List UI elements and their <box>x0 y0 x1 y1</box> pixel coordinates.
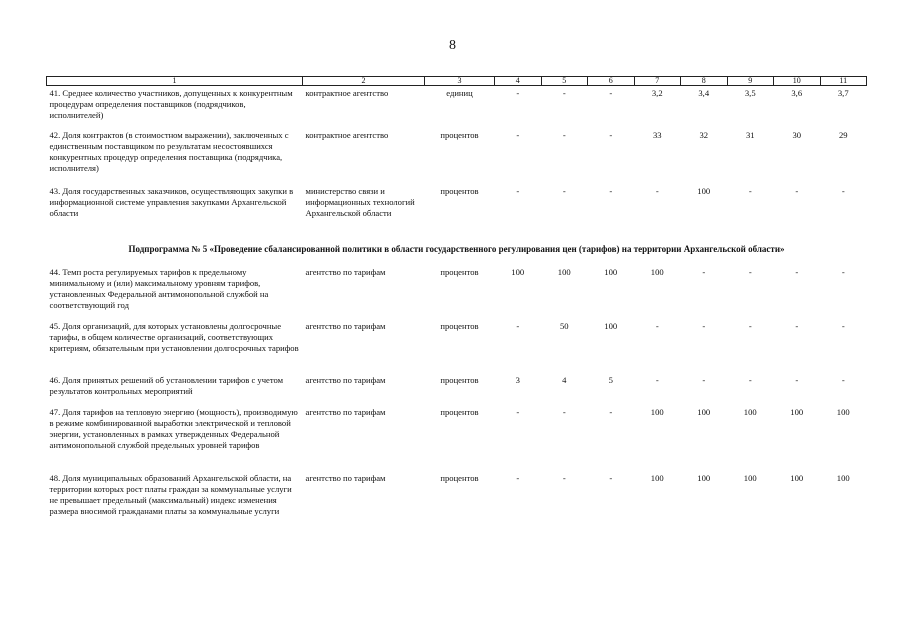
indicator-value: 3,5 <box>744 88 756 98</box>
indicator-name: 47. Доля тарифов на тепловую энергию (мощность), производимую в режиме комбинированной выработки электрической и тепловой энергии, установленных в рамках утвержденных Федеральной антимонопольной службой предельных уровней тарифов <box>49 407 298 450</box>
indicator-value: - <box>516 321 520 331</box>
indicators-table <box>46 76 867 537</box>
indicator-value: - <box>748 321 752 331</box>
indicator-name: 41. Среднее количество участников, допущенных к конкурентным процедурам определения поставщиков (подрядчиков, исполнителей) <box>49 88 293 120</box>
column-number: 8 <box>681 77 728 86</box>
indicator-value: - <box>609 473 613 483</box>
indicator-name: 43. Доля государственных заказчиков, осуществляющих закупки в информационной системе управления закупками Архангельской области <box>49 186 294 218</box>
indicator-value: - <box>516 473 520 483</box>
indicator-executor: агентство по тарифам <box>305 473 386 483</box>
indicator-value: 100 <box>697 473 711 483</box>
table-row <box>47 405 867 471</box>
column-number: 6 <box>588 77 635 86</box>
indicator-unit: процентов <box>440 321 479 331</box>
indicator-value: 5 <box>608 375 613 385</box>
indicator-value: - <box>748 375 752 385</box>
indicator-value: - <box>795 267 799 277</box>
indicator-value: 50 <box>559 321 569 331</box>
column-number: 2 <box>303 77 425 86</box>
indicator-value: 3,7 <box>837 88 849 98</box>
page-number: 8 <box>449 38 456 53</box>
indicator-executor: контрактное агентство <box>305 88 389 98</box>
indicator-value: - <box>795 375 799 385</box>
indicator-value: - <box>702 375 706 385</box>
indicator-value: 100 <box>650 407 664 417</box>
indicator-value: 4 <box>562 375 567 385</box>
indicator-value: - <box>655 375 659 385</box>
subprogram-row <box>47 238 867 265</box>
indicator-unit: процентов <box>440 267 479 277</box>
indicator-value: 100 <box>557 267 571 277</box>
indicator-unit: процентов <box>440 375 479 385</box>
table-row <box>47 86 867 127</box>
indicator-value: 100 <box>790 407 804 417</box>
indicator-value: 100 <box>604 267 618 277</box>
indicator-value: - <box>562 186 566 196</box>
column-number: 5 <box>541 77 588 86</box>
indicator-value: 100 <box>650 267 664 277</box>
indicator-value: 29 <box>838 130 848 140</box>
indicator-value: - <box>841 267 845 277</box>
indicator-value: - <box>609 407 613 417</box>
indicator-value: - <box>562 473 566 483</box>
indicator-name: 45. Доля организаций, для которых установлены долгосрочные тарифы, в общем количестве организаций, соответствующих критериям, обязательным при установлении долгосрочных тарифов <box>49 321 299 353</box>
indicator-value: - <box>841 186 845 196</box>
indicator-value: - <box>841 321 845 331</box>
indicator-value: - <box>702 267 706 277</box>
indicator-executor: министерство связи и информационных технологий Архангельской области <box>305 186 415 218</box>
indicator-value: - <box>609 88 613 98</box>
indicator-value: 100 <box>836 407 850 417</box>
indicator-value: 31 <box>745 130 755 140</box>
indicator-name: 48. Доля муниципальных образований Архангельской области, на территории которых рост платы граждан за коммунальные услуги не превышает предельный (максимальный) индекс изменения размера вносимой гражданами платы за коммунальные услуги <box>49 473 292 516</box>
indicator-value: - <box>516 88 520 98</box>
indicator-unit: единиц <box>446 88 473 98</box>
indicator-value: 32 <box>699 130 709 140</box>
indicator-value: - <box>655 321 659 331</box>
indicator-unit: процентов <box>440 186 479 196</box>
indicator-value: - <box>655 186 659 196</box>
subprogram-title: Подпрограмма № 5 «Проведение сбалансированной политики в области государственного регулирования цен (тарифов) на территории Архангельской области» <box>128 244 785 254</box>
indicator-value: 100 <box>743 407 757 417</box>
column-number: 11 <box>820 77 867 86</box>
indicator-value: 100 <box>697 407 711 417</box>
indicator-value: - <box>702 321 706 331</box>
table-row <box>47 319 867 373</box>
indicator-value: 3,6 <box>791 88 803 98</box>
column-number: 9 <box>727 77 774 86</box>
indicator-executor: агентство по тарифам <box>305 267 386 277</box>
indicator-unit: процентов <box>440 130 479 140</box>
indicator-value: 100 <box>604 321 618 331</box>
indicator-unit: процентов <box>440 407 479 417</box>
indicator-value: 100 <box>743 473 757 483</box>
indicator-value: - <box>516 407 520 417</box>
table-row <box>47 182 867 238</box>
indicator-value: 3,4 <box>698 88 710 98</box>
indicator-executor: контрактное агентство <box>305 130 389 140</box>
indicator-value: - <box>562 130 566 140</box>
indicator-value: 100 <box>836 473 850 483</box>
column-number: 7 <box>634 77 681 86</box>
column-number: 3 <box>425 77 495 86</box>
indicator-value: - <box>609 130 613 140</box>
indicator-name: 46. Доля принятых решений об установлении тарифов с учетом результатов контрольных мероприятий <box>49 375 284 396</box>
indicator-name: 44. Темп роста регулируемых тарифов к предельному минимальному и (или) максимальному уровням тарифов, установленных Федеральной антимонопольной службой на соответствующий год <box>49 267 269 310</box>
indicator-value: - <box>748 267 752 277</box>
indicator-value: - <box>841 375 845 385</box>
indicator-value: - <box>562 407 566 417</box>
column-number: 1 <box>47 77 303 86</box>
indicator-value: 100 <box>790 473 804 483</box>
indicator-value: 100 <box>650 473 664 483</box>
column-number: 4 <box>495 77 542 86</box>
table-row <box>47 265 867 319</box>
indicator-unit: процентов <box>440 473 479 483</box>
column-number: 10 <box>774 77 821 86</box>
indicator-value: 33 <box>652 130 662 140</box>
indicator-value: - <box>562 88 566 98</box>
indicator-value: 30 <box>792 130 802 140</box>
indicator-value: - <box>609 186 613 196</box>
indicator-value: 3,2 <box>651 88 663 98</box>
indicator-value: - <box>795 321 799 331</box>
indicator-executor: агентство по тарифам <box>305 375 386 385</box>
indicator-value: 100 <box>511 267 525 277</box>
indicator-executor: агентство по тарифам <box>305 407 386 417</box>
indicator-value: - <box>748 186 752 196</box>
indicator-value: - <box>795 186 799 196</box>
table-row <box>47 373 867 405</box>
column-number-header <box>47 77 867 86</box>
indicator-executor: агентство по тарифам <box>305 321 386 331</box>
table-row <box>47 471 867 537</box>
indicator-name: 42. Доля контрактов (в стоимостном выражении), заключенных с единственным поставщиком по результатам несостоявшихся конкурентных процедур определения поставщика (подрядчика, исполнителя) <box>49 130 289 173</box>
indicator-value: - <box>516 130 520 140</box>
indicator-value: 3 <box>515 375 520 385</box>
indicator-value: 100 <box>697 186 711 196</box>
table-row <box>47 126 867 182</box>
indicator-value: - <box>516 186 520 196</box>
